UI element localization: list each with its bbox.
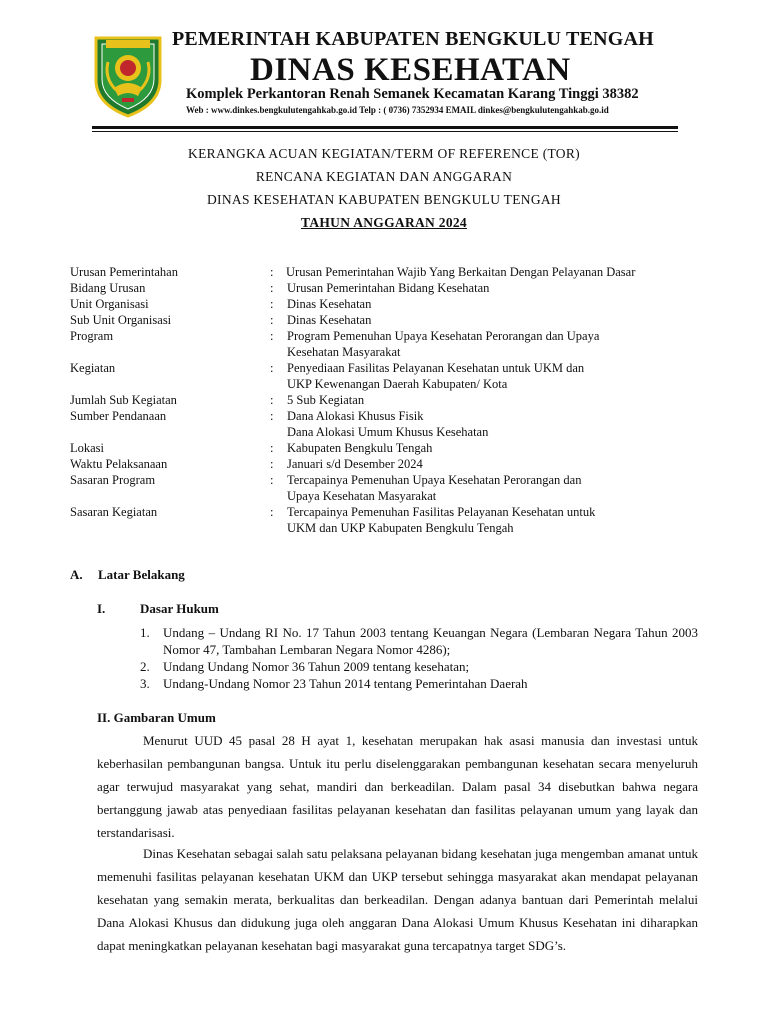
info-row-kegiatan <box>70 360 710 392</box>
section-a-heading <box>70 567 185 583</box>
info-label: Urusan Pemerintahan <box>70 265 178 279</box>
info-label: Sumber Pendanaan <box>70 409 167 423</box>
info-colon: : <box>270 457 274 471</box>
info-row-program <box>70 328 710 360</box>
list-item-text: Undang Undang Nomor 36 Tahun 2009 tentang kesehatan; <box>163 659 470 674</box>
info-value: Program Pemenuhan Upaya Kesehatan Perorangan dan Upaya <box>287 329 600 343</box>
section-i-title: Dasar Hukum <box>140 601 219 616</box>
info-label: Unit Organisasi <box>70 297 149 311</box>
info-row-jumlah-sub-kegiatan <box>70 392 710 408</box>
letterhead-divider-thin <box>92 131 678 132</box>
info-value: Urusan Pemerintahan Bidang Kesehatan <box>287 281 490 295</box>
info-row-sub-unit <box>70 312 710 328</box>
kop-government-name: PEMERINTAH KABUPATEN BENGKULU TENGAH <box>172 28 654 50</box>
info-label: Kegiatan <box>70 361 116 375</box>
info-value: Dinas Kesehatan <box>287 313 372 327</box>
info-colon: : <box>270 297 274 311</box>
regency-coat-of-arms-icon <box>92 32 164 118</box>
overview-paragraph-1 <box>97 729 698 844</box>
document-title-block <box>0 146 768 238</box>
document-agency-title: DINAS KESEHATAN KABUPATEN BENGKULU TENGAH <box>207 192 561 207</box>
info-colon: : <box>270 329 274 343</box>
info-value: Januari s/d Desember 2024 <box>287 457 423 471</box>
info-colon: : <box>270 409 274 423</box>
info-label: Program <box>70 329 114 343</box>
info-value-continued: UKP Kewenangan Daerah Kabupaten/ Kota <box>287 377 508 391</box>
list-item-number: 1. <box>140 625 150 640</box>
info-value-continued: UKM dan UKP Kabupaten Bengkulu Tengah <box>287 521 514 535</box>
info-row-unit <box>70 296 710 312</box>
info-colon: : <box>270 505 274 519</box>
activity-info-table <box>70 264 710 536</box>
document-title: KERANGKA ACUAN KEGIATAN/TERM OF REFERENCE (TOR) <box>188 146 580 161</box>
info-value: Kabupaten Bengkulu Tengah <box>287 441 433 455</box>
overview-paragraph-2-text: Dinas Kesehatan sebagai salah satu pelaksana pelayanan bidang kesehatan juga mengemban amanat untuk memenuhi fasilitas pelayanan kesehatan UKM dan UKP tersebut sehingga masyarakat akan mendapat pelayanan kesehatan yang semakin merata, berkualitas dan berkeadilan. Dengan adanya bantuan dari Pemerintah melalui Dana Alokasi Khusus dan didukung juga oleh anggaran Dana Alokasi Umum Khusus Kesehatan ini diharapkan dapat meningkatkan pelayanan kesehatan bagi masyarakat guna tercapatnya target SDG’s. <box>97 846 698 953</box>
info-label: Sasaran Program <box>70 473 156 487</box>
list-item <box>140 624 698 658</box>
list-item <box>140 675 698 692</box>
info-value: Dinas Kesehatan <box>287 297 372 311</box>
info-colon: : <box>270 393 274 407</box>
info-colon: : <box>270 265 274 279</box>
document-subtitle: RENCANA KEGIATAN DAN ANGGARAN <box>255 169 513 184</box>
info-label: Sasaran Kegiatan <box>70 505 158 519</box>
list-item <box>140 658 698 675</box>
fiscal-year-title: TAHUN ANGGARAN 2024 <box>301 215 467 230</box>
overview-paragraph-2 <box>97 842 698 957</box>
info-value: Penyediaan Fasilitas Pelayanan Kesehatan untuk UKM dan <box>287 361 585 375</box>
section-a-letter: A. <box>70 567 83 582</box>
info-row-sasaran-kegiatan <box>70 504 710 536</box>
kop-contact: Web : www.dinkes.bengkulutengahkab.go.id Telp : ( 0736) 7352934 EMAIL dinkes@bengkulutengahkab.go.id <box>186 105 609 115</box>
info-label: Waktu Pelaksanaan <box>70 457 168 471</box>
info-label: Bidang Urusan <box>70 281 146 295</box>
list-item-number: 2. <box>140 659 150 674</box>
info-colon: : <box>270 313 274 327</box>
info-value: Tercapainya Pemenuhan Upaya Kesehatan Perorangan dan <box>287 473 582 487</box>
section-ii-heading: II. Gambaran Umum <box>97 710 216 725</box>
legal-basis-list <box>140 624 698 692</box>
info-label: Sub Unit Organisasi <box>70 313 172 327</box>
info-value: 5 Sub Kegiatan <box>287 393 365 407</box>
info-row-lokasi <box>70 440 710 456</box>
info-colon: : <box>270 361 274 375</box>
letterhead <box>92 28 672 128</box>
info-value-continued: Kesehatan Masyarakat <box>287 345 401 359</box>
info-label: Jumlah Sub Kegiatan <box>70 393 177 407</box>
info-value: Tercapainya Pemenuhan Fasilitas Pelayanan Kesehatan untuk <box>287 505 596 519</box>
kop-agency-name: DINAS KESEHATAN <box>250 52 571 88</box>
list-item-text: Undang – Undang RI No. 17 Tahun 2003 tentang Keuangan Negara (Lembaran Negara Tahun 2003 Nomor 47, Tambahan Lembaran Negara Nomor 4286); <box>163 625 698 657</box>
kop-address: Komplek Perkantoran Renah Semanek Kecamatan Karang Tinggi 38382 <box>186 86 639 102</box>
info-row-sasaran-program <box>70 472 710 504</box>
info-label: Lokasi <box>70 441 105 455</box>
info-row-bidang <box>70 280 710 296</box>
info-value-continued: Upaya Kesehatan Masyarakat <box>287 489 437 503</box>
info-value-continued: Dana Alokasi Umum Khusus Kesehatan <box>287 425 489 439</box>
list-item-text: Undang-Undang Nomor 23 Tahun 2014 tentang Pemerintahan Daerah <box>163 676 528 691</box>
info-row-waktu <box>70 456 710 472</box>
info-value: Dana Alokasi Khusus Fisik <box>287 409 424 423</box>
section-i-heading <box>97 601 219 617</box>
section-a-title: Latar Belakang <box>98 567 185 582</box>
info-colon: : <box>270 281 274 295</box>
info-value: Urusan Pemerintahan Wajib Yang Berkaitan Dengan Pelayanan Dasar <box>286 265 636 279</box>
overview-paragraph-1-text: Menurut UUD 45 pasal 28 H ayat 1, kesehatan merupakan hak asasi manusia dan investasi untuk keberhasilan pembangunan bangsa. Untuk itu perlu diselenggarakan pembangunan kesehatan secara menyeluruh agar terwujud masyarakat yang sehat, mandiri dan berkeadilan. Dalam pasal 34 disebutkan bahwa negara bertanggung jawab atas penyediaan fasilitas pelayanan kesehatan dan fasilitas pelayanan umum yang layak dan terstandarisasi. <box>97 733 698 840</box>
info-row-urusan <box>70 264 710 280</box>
section-i-number: I. <box>97 601 106 616</box>
info-colon: : <box>270 473 274 487</box>
letterhead-divider-thick <box>92 126 678 129</box>
info-colon: : <box>270 441 274 455</box>
list-item-number: 3. <box>140 676 150 691</box>
info-row-sumber-pendanaan <box>70 408 710 440</box>
